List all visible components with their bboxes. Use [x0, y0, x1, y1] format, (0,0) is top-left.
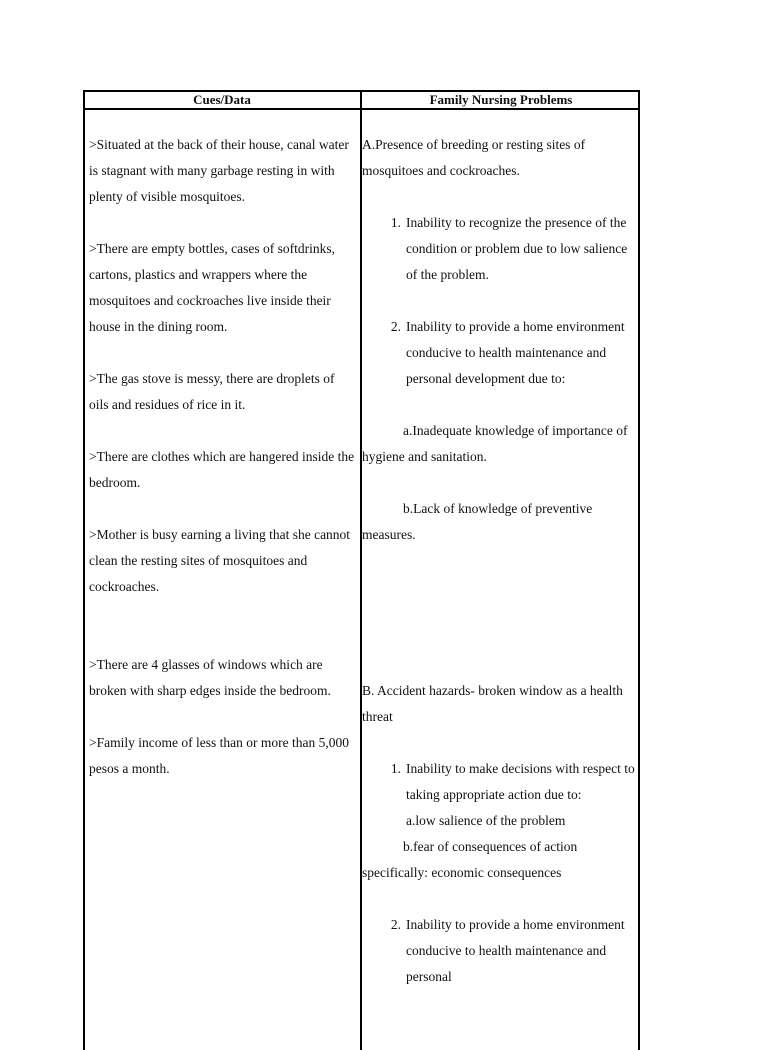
- list-number: 2.: [390, 917, 401, 932]
- header-cues: Cues/Data: [83, 90, 361, 110]
- cue-item: >Family income of less than or more than 5,000 pesos a month.: [89, 735, 349, 776]
- problem-a-item-2-text: Inability to provide a home environment conducive to health maintenance and personal development due to:: [406, 319, 625, 386]
- problem-a-sub-b: b.Lack of knowledge of preventive measures.: [362, 501, 593, 542]
- problem-a-item-2: [362, 314, 638, 392]
- list-number: 1.: [390, 761, 401, 776]
- problem-a-item-1: [362, 210, 638, 288]
- cues-column: [89, 132, 355, 808]
- problem-b-item-1: [362, 756, 638, 808]
- problems-column: [362, 132, 638, 1016]
- problem-a-sub-a: a.Inadequate knowledge of importance of hygiene and sanitation.: [362, 423, 628, 464]
- cue-item: >The gas stove is messy, there are droplets of oils and residues of rice in it.: [89, 371, 335, 412]
- problem-b-item-2: [362, 912, 638, 990]
- header-problems: Family Nursing Problems: [362, 90, 640, 110]
- cue-item: >Mother is busy earning a living that she cannot clean the resting sites of mosquitoes and cockroaches.: [89, 527, 351, 594]
- problem-a-item-1-text: Inability to recognize the presence of the condition or problem due to low salience of the problem.: [406, 215, 628, 282]
- problem-b-sub-b: b.fear of consequences of action specifically: economic consequences: [362, 839, 578, 880]
- problem-a-title: A.Presence of breeding or resting sites of mosquitoes and cockroaches.: [362, 137, 586, 178]
- cue-item: >There are clothes which are hangered inside the bedroom.: [89, 449, 355, 490]
- list-number: 1.: [390, 215, 401, 230]
- cue-item: >Situated at the back of their house, canal water is stagnant with many garbage resting in with plenty of visible mosquitoes.: [89, 137, 349, 204]
- problem-b-item-2-text: Inability to provide a home environment conducive to health maintenance and personal: [406, 917, 625, 984]
- cue-item: >There are 4 glasses of windows which are broken with sharp edges inside the bedroom.: [89, 657, 331, 698]
- problem-b-item-1-text: Inability to make decisions with respect to taking appropriate action due to:: [406, 761, 635, 802]
- cue-item: >There are empty bottles, cases of softdrinks, cartons, plastics and wrappers where the mosquitoes and cockroaches live inside their house in the dining room.: [89, 241, 336, 334]
- list-number: 2.: [390, 319, 401, 334]
- problem-b-title: B. Accident hazards- broken window as a health threat: [362, 683, 623, 724]
- problem-b-sub-a: a.low salience of the problem: [406, 813, 566, 828]
